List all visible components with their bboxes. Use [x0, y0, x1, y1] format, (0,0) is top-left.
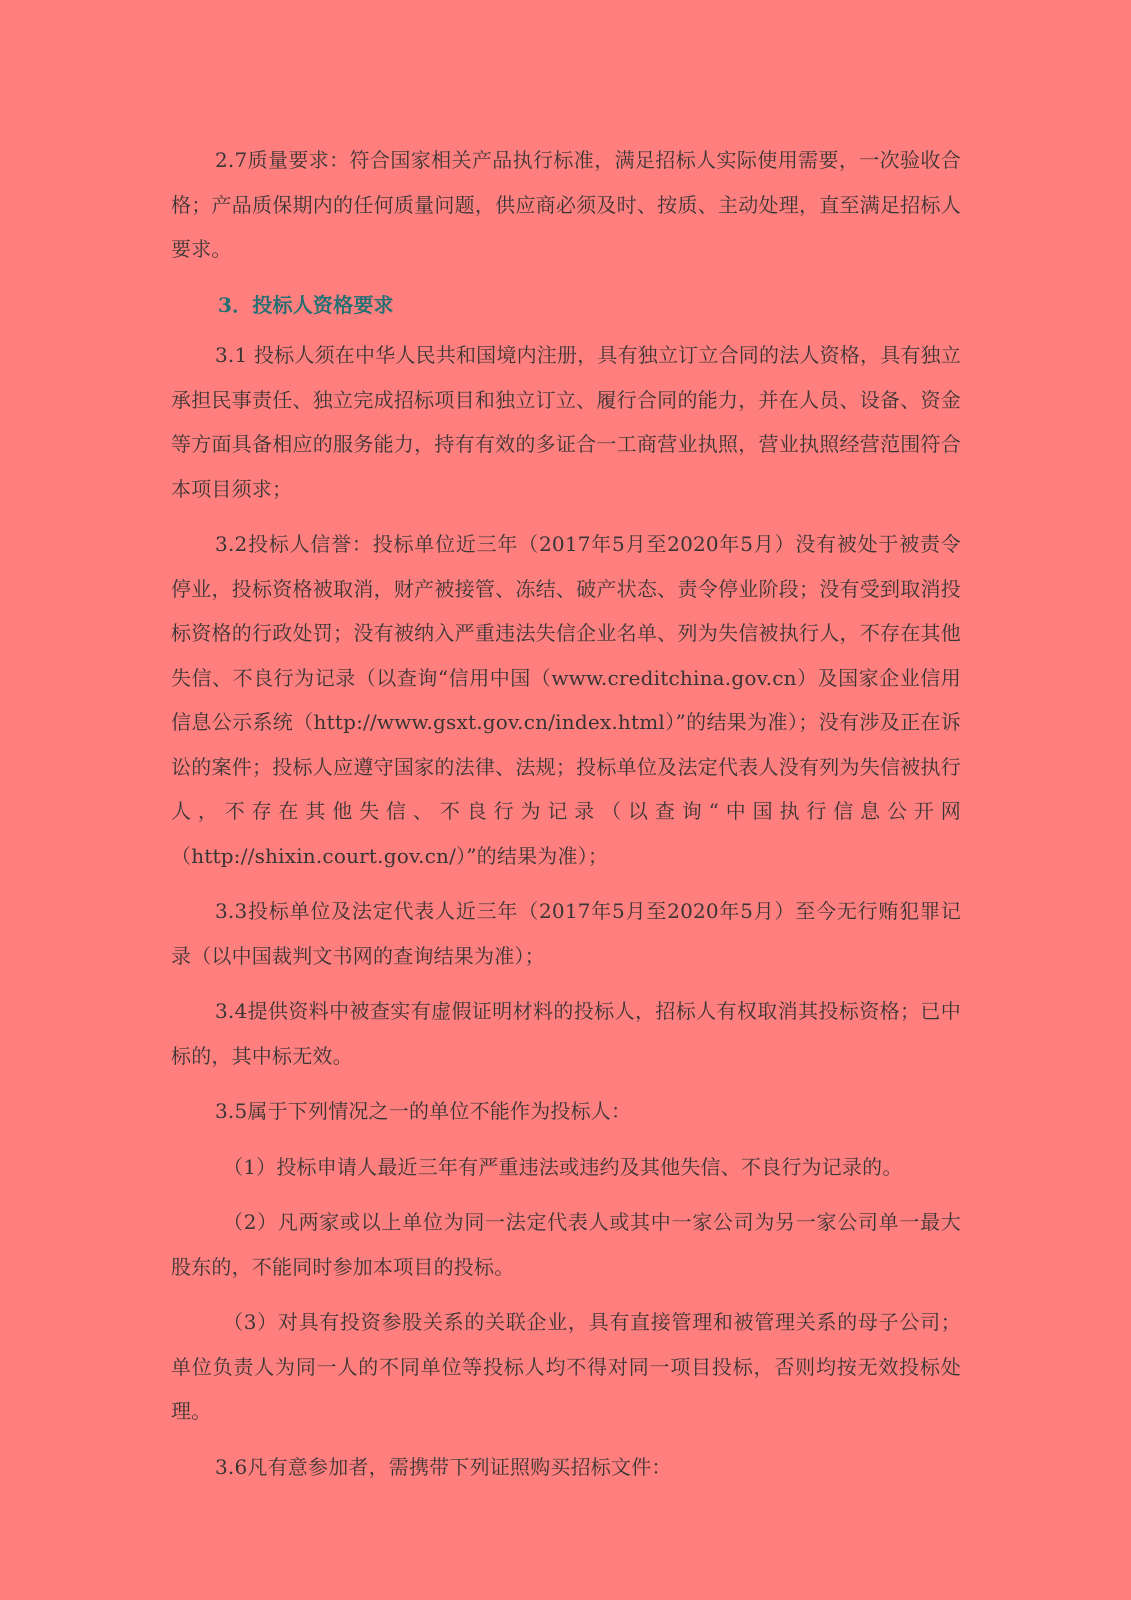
- list-item-3-5-3: （3）对具有投资参股关系的关联企业，具有直接管理和被管理关系的母子公司；单位负责人为同一人的不同单位等投标人均不得对同一项目投标，否则均按无效投标处理。: [171, 1310, 961, 1423]
- paragraph-3-5-ineligible: 3.5属于下列情况之一的单位不能作为投标人：: [215, 1099, 632, 1123]
- list-item-3-5-1: （1）投标申请人最近三年有严重违法或违约及其他失信、不良行为记录的。: [223, 1154, 903, 1179]
- paragraph-3-6-purchase-documents: 3.6凡有意参加者，需携带下列证照购买招标文件：: [215, 1454, 672, 1479]
- paragraph-2-7-quality-requirements: 2.7质量要求：符合国家相关产品执行标准，满足招标人实际使用需要，一次验收合格；产品质保期内的任何质量问题，供应商必须及时、按质、主动处理，直至满足招标人要求。: [171, 148, 961, 261]
- paragraph-3-2-reputation: 3.2投标人信誉：投标单位近三年（2017年5月至2020年5月）没有被处于被责令停业，投标资格被取消，财产被接管、冻结、破产状态、责令停业阶段；没有受到取消投标资格的行政处罚；没有被纳入严重违法失信企业名单、列为失信被执行人，不存在其他失信、不良行为记录（以查询“信用中国（www.creditchina.gov.cn）及国家企业信用信息公示系统（http://www.gsxt.gov.cn/index.html）”的结果为准）；没有涉及正在诉讼的案件；投标人应遵守国家的法律、法规；投标单位及法定代表人没有列为失信被执行人，不存在其他失信、不良行为记录（以查询“中国执行信息公开网（http://shixin.court.gov.cn/）”的结果为准）；: [171, 532, 961, 868]
- document-page: [171, 138, 961, 1500]
- paragraph-3-4-false-materials: 3.4提供资料中被查实有虚假证明材料的投标人，招标人有权取消其投标资格；已中标的，其中标无效。: [171, 999, 961, 1068]
- paragraph-3-3-no-bribery: 3.3投标单位及法定代表人近三年（2017年5月至2020年5月）至今无行贿犯罪记录（以中国裁判文书网的查询结果为准）；: [171, 899, 961, 968]
- list-item-3-5-2: （2）凡两家或以上单位为同一法定代表人或其中一家公司为另一家公司单一最大股东的，不能同时参加本项目的投标。: [171, 1210, 961, 1279]
- section-heading-bidder-qualifications: 3．投标人资格要求: [218, 292, 394, 317]
- paragraph-3-1-registration: 3.1 投标人须在中华人民共和国境内注册，具有独立订立合同的法人资格，具有独立承担民事责任、独立完成招标项目和独立订立、履行合同的能力，并在人员、设备、资金等方面具备相应的服务能力，持有有效的多证合一工商营业执照，营业执照经营范围符合本项目须求；: [171, 343, 961, 501]
